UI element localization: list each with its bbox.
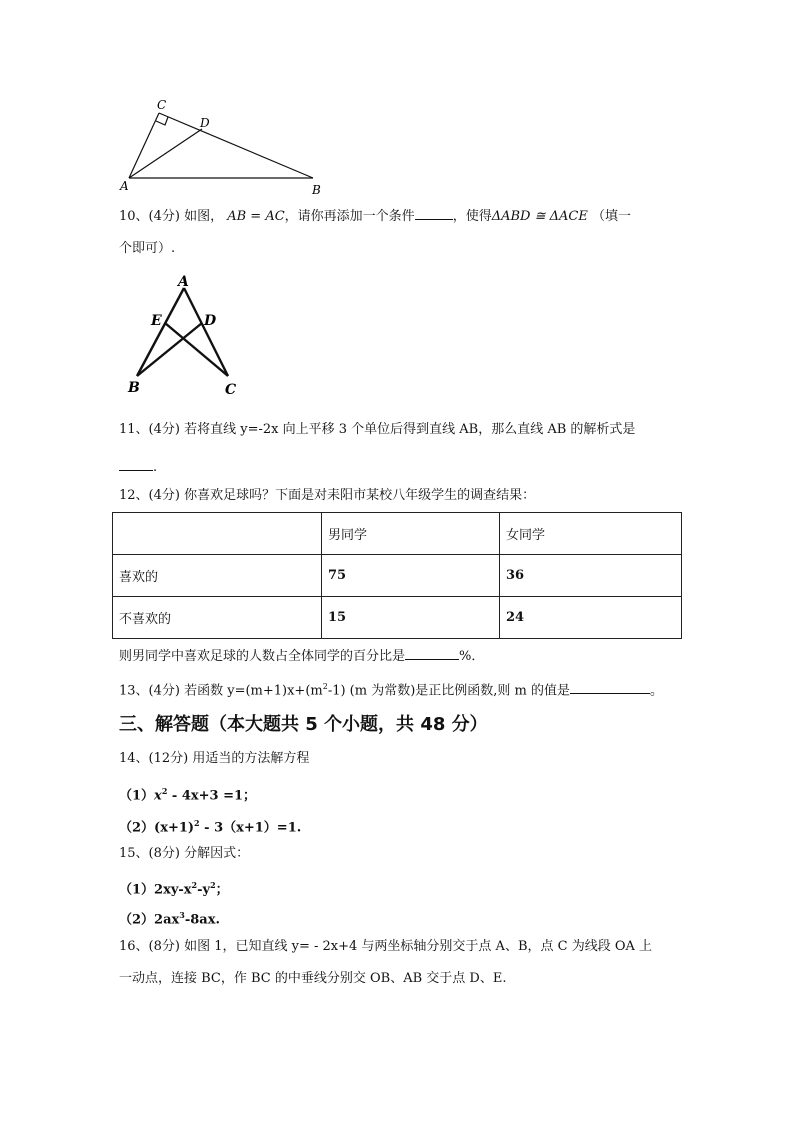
q10-line2-text: 个即可）.	[119, 241, 176, 256]
q13-sup: 2	[322, 682, 328, 691]
question-10	[119, 207, 631, 226]
label-c: C	[157, 98, 167, 112]
q14-p1-sup: 2	[161, 786, 168, 796]
segment-cb	[159, 113, 313, 178]
label-b: B	[128, 380, 140, 396]
question-11-line2	[119, 458, 157, 477]
question-12-after	[119, 647, 484, 666]
q15-p1-sup1: 2	[191, 880, 198, 890]
q15-p2-sup: 3	[179, 910, 185, 920]
q16-line2: 一动点，连接 BC，作 BC 的中垂线分别交 OB、AB 交于点 D、E.	[119, 971, 507, 986]
label-a: A	[120, 179, 129, 193]
header-blank	[113, 513, 322, 555]
table-header-row	[113, 513, 682, 555]
q15-p1-label: （1）	[119, 882, 155, 898]
q10-mid: ，请你再添加一个条件	[284, 209, 415, 224]
q15-p2-label: （2）	[119, 912, 155, 928]
question-13	[119, 678, 663, 700]
q15-text: 15、(8分) 分解因式：	[119, 846, 250, 861]
question-11	[119, 421, 635, 439]
segment-ce	[165, 323, 228, 376]
q10-tail: （填一	[591, 209, 631, 224]
q13-prefix: 13、(4分) 若函数 y=(m+1)x+(m	[119, 683, 323, 699]
q14-p1-a: x	[154, 788, 162, 804]
q15-p1-c: ；	[215, 882, 229, 898]
q14-text: 14、(12分) 用适当的方法解方程	[119, 751, 310, 766]
question-16-line2	[119, 970, 506, 988]
question-15	[119, 845, 249, 863]
q13-end: 。	[650, 683, 664, 699]
header-male: 男同学	[322, 513, 500, 555]
question-16	[119, 938, 652, 956]
label-c: C	[225, 382, 237, 398]
question-14-part2	[119, 814, 301, 837]
cell-female: 24	[500, 597, 682, 639]
figure-triangle-abc-q10	[120, 270, 250, 400]
label-b: B	[312, 183, 321, 197]
segment-be	[137, 323, 202, 376]
q15-p1-sup2: 2	[210, 880, 216, 890]
question-14-part1	[119, 782, 256, 805]
q16-line1: 16、(8分) 如图 1，已知直线 y= - 2x+4 与两坐标轴分别交于点 A、B，点 C 为线段 OA 上	[119, 939, 653, 954]
q11-text: 11、(4分) 若将直线 y=-2x 向上平移 3 个单位后得到直线 AB，那么直线 AB 的解析式是	[119, 422, 636, 437]
q15-p2-a: 2ax	[154, 912, 180, 928]
figure-triangle-abc	[110, 92, 340, 202]
label-a: A	[178, 274, 189, 290]
question-15-part2	[119, 906, 220, 929]
q14-p2-sup: 2	[194, 818, 200, 828]
row-label: 不喜欢的	[113, 597, 322, 639]
section-title	[119, 710, 488, 736]
question-12	[119, 487, 535, 505]
q14-p2-a: (x+1)	[154, 820, 195, 836]
q10-congruence: ΔABD ≅ ΔACE	[491, 209, 588, 224]
q11-answer-blank[interactable]	[119, 458, 153, 471]
q12-text: 12、(4分) 你喜欢足球吗？下面是对耒阳市某校八年级学生的调查结果：	[119, 488, 536, 503]
q13-suffix: -1) (m 为常数)是正比例函数,则 m 的值是	[327, 683, 571, 699]
q15-p2-b: -8ax.	[184, 912, 220, 928]
right-angle-mark	[156, 117, 168, 125]
table-row	[113, 555, 682, 597]
q10-condition: AB = AC	[227, 209, 285, 224]
q14-p2-b: - 3（x+1）=1.	[199, 820, 302, 836]
label-d: D	[200, 116, 210, 130]
q14-p2-label: （2）	[119, 820, 155, 836]
header-female: 女同学	[500, 513, 682, 555]
row-label: 喜欢的	[113, 555, 322, 597]
q12-after-prefix: 则男同学中喜欢足球的人数占全体同学的百分比是	[119, 649, 406, 664]
question-15-part1	[119, 876, 229, 899]
q13-answer-blank[interactable]	[570, 681, 650, 694]
q12-after-suffix: %．	[459, 649, 485, 664]
table-row	[113, 597, 682, 639]
q14-p1-b: - 4x+3 =1；	[167, 788, 257, 804]
cell-female: 36	[500, 555, 682, 597]
q12-answer-blank[interactable]	[405, 647, 459, 660]
q11-end: .	[153, 460, 158, 475]
cell-male: 15	[322, 597, 500, 639]
q10-answer-blank[interactable]	[415, 207, 453, 220]
q15-p1-b: -y	[197, 882, 211, 898]
label-e: E	[151, 313, 162, 329]
section-title-text: 三、解答题（本大题共 5 个小题，共 48 分）	[119, 714, 488, 735]
q14-p1-label: （1）	[119, 788, 155, 804]
question-10-line2	[119, 240, 175, 258]
label-d: D	[204, 313, 217, 329]
q10-after-blank: ，使得	[452, 209, 492, 224]
q15-p1-a: 2xy-x	[154, 882, 192, 898]
survey-table	[112, 512, 682, 639]
q10-prefix: 10、(4分) 如图，	[119, 209, 224, 224]
question-14	[119, 750, 309, 768]
cell-male: 75	[322, 555, 500, 597]
